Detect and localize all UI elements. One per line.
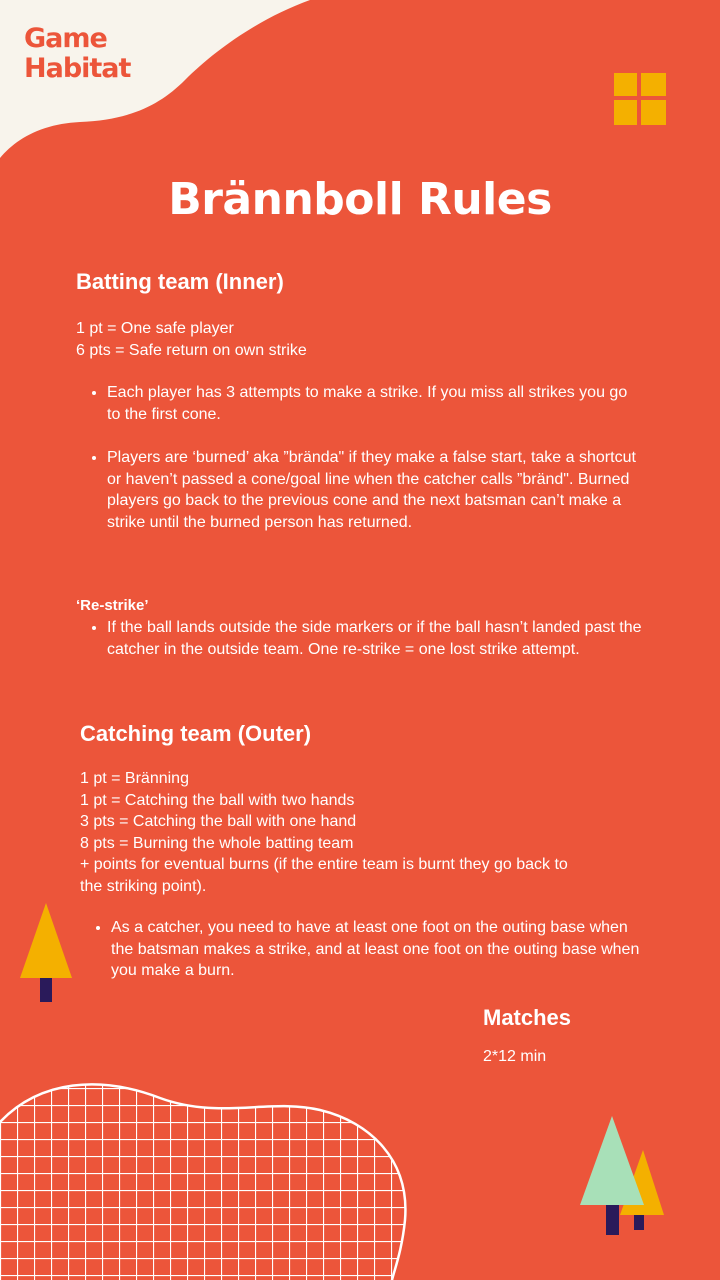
logo-line-1: Game [24,23,107,54]
batting-team-heading: Batting team (Inner) [76,269,284,294]
restrike-rule-item: • If the ball lands outside the side markers or if the ball hasn’t landed past the catcher in the outside team. One re-strike = one lost strike attempt. [107,617,642,660]
catching-point: 3 pts = Catching the ball with one hand [80,813,357,830]
batting-point: 6 pts = Safe return on own strike [76,341,307,359]
catching-rule-item: • As a catcher, you need to have at least one foot on the outing base when the batsman makes a strike, and at least one foot on the outing base when you make a burn. [111,917,646,982]
catching-point: + points for eventual burns (if the entire team is burnt they go back to [80,856,568,873]
yellow-tree-icon [20,903,72,1002]
grid-blob-pattern [0,1060,420,1280]
batting-rules-list [77,382,642,533]
batting-point: 1 pt = One safe player [76,320,234,337]
block-mark-icon [614,73,666,125]
catching-point: the striking point). [80,877,207,895]
matches-value: 2*12 min [483,1048,547,1065]
batting-points [76,318,307,361]
logo [24,24,130,84]
restrike-heading: ‘Re-strike’ [76,597,149,614]
catching-point: 1 pt = Catching the ball with two hands [80,791,355,809]
catching-point: 1 pt = Bränning [80,770,189,787]
batting-rule-item: • Players are ‘burned’ aka ”brända" if they make a false start, take a shortcut or haven’t passed a cone/goal line when the catcher calls ”bränd". Burned players go back to the previous cone and the next batsman can’t make a strike until the burned person has returned. [107,447,642,533]
logo-line-2: Habitat [24,53,131,84]
matches-heading: Matches [483,1005,572,1030]
catching-points [80,768,568,897]
catching-team-heading: Catching team (Outer) [80,721,312,746]
trees-icon [580,1116,664,1235]
page-title: Brännboll Rules [168,174,552,225]
catching-point: 8 pts = Burning the whole batting team [80,834,354,852]
catching-rules-list [81,917,646,982]
batting-rule-item: • Each player has 3 attempts to make a strike. If you miss all strikes you go to the first cone. [107,382,642,425]
restrike-rules-list [77,617,642,660]
